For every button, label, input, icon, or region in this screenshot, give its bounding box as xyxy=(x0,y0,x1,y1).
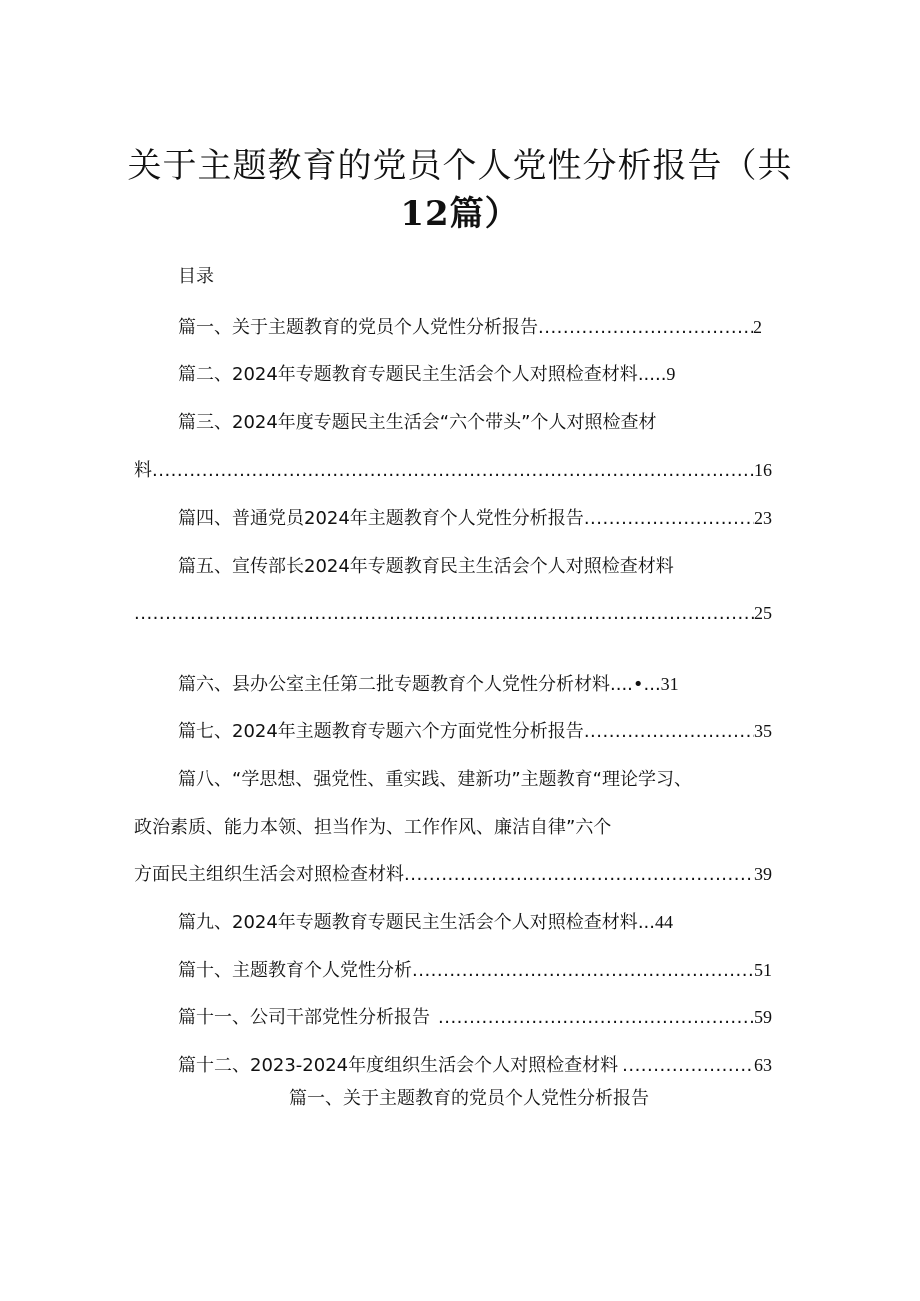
toc-page-number: 59 xyxy=(754,1007,772,1027)
toc-entry-10[interactable] xyxy=(178,956,772,982)
section-heading: 篇一、关于主题教育的党员个人党性分析报告 xyxy=(289,1088,649,1109)
toc-entry-4[interactable] xyxy=(178,504,772,530)
toc-leader-dots xyxy=(412,960,754,981)
toc-page-number: 31 xyxy=(660,674,679,694)
toc-entry-text: 篇十二、2023-2024年度组织生活会个人对照检查材料 xyxy=(178,1055,619,1076)
toc-leader-dots xyxy=(584,508,754,529)
toc-entry-8-line2[interactable]: 政治素质、能力本领、担当作为、工作作风、廉洁自律”六个 xyxy=(134,817,612,838)
toc-entry-8-line3[interactable] xyxy=(134,860,772,886)
toc-entry-text: 篇四、普通党员2024年主题教育个人党性分析报告 xyxy=(178,508,584,529)
toc-entry-12[interactable] xyxy=(178,1051,772,1077)
toc-entry-text: 篇一、关于主题教育的党员个人党性分析报告 xyxy=(178,317,538,338)
toc-leader-dots xyxy=(430,1007,754,1028)
toc-page-number: 39 xyxy=(754,864,772,884)
toc-heading: 目录 xyxy=(178,266,214,287)
toc-leader-dots xyxy=(618,1055,754,1076)
toc-entry-2[interactable] xyxy=(178,360,675,386)
toc-page-number: 23 xyxy=(754,508,772,528)
toc-entry-11[interactable] xyxy=(178,1003,772,1029)
toc-leader-dots xyxy=(404,864,754,885)
toc-entry-text: 方面民主组织生活会对照检查材料 xyxy=(134,864,404,885)
toc-entry-text: 篇二、2024年专题教育专题民主生活会个人对照检查材料 xyxy=(178,364,638,385)
toc-entry-3-line2[interactable] xyxy=(134,456,772,482)
toc-entry-9[interactable] xyxy=(178,908,673,934)
document-title-line1: 关于主题教育的党员个人党性分析报告（共 xyxy=(127,146,793,186)
toc-page-number: 44 xyxy=(654,912,673,932)
toc-entry-text: 篇七、2024年主题教育专题六个方面党性分析报告 xyxy=(178,721,584,742)
toc-page-number: 16 xyxy=(754,460,772,480)
toc-entry-1[interactable] xyxy=(178,313,762,339)
toc-page-number: 25 xyxy=(754,603,772,623)
toc-entry-text: 篇十一、公司干部党性分析报告 xyxy=(178,1007,430,1028)
toc-entry-text: 篇十、主题教育个人党性分析 xyxy=(178,960,412,981)
toc-entry-text: 料 xyxy=(134,460,152,481)
document-title-line2: 12篇） xyxy=(400,194,520,234)
toc-entry-3-line1[interactable]: 篇三、2024年度专题民主生活会“六个带头”个人对照检查材 xyxy=(178,412,657,433)
toc-entry-trail: ... xyxy=(637,912,655,933)
toc-entry-7[interactable] xyxy=(178,717,772,743)
toc-leader-dots xyxy=(584,721,754,742)
toc-entry-6[interactable] xyxy=(178,670,679,696)
toc-page-number: 35 xyxy=(754,721,772,741)
toc-page-number: 9 xyxy=(666,364,676,384)
toc-entry-text: 篇六、县办公室主任第二批专题教育个人党性分析材料 xyxy=(178,674,610,695)
toc-entry-text: 篇九、2024年专题教育专题民主生活会个人对照检查材料 xyxy=(178,912,638,933)
toc-entry-8-line1[interactable]: 篇八、“学思想、强党性、重实践、建新功”主题教育“理论学习、 xyxy=(178,769,692,790)
toc-leader-dots xyxy=(134,603,754,624)
toc-entry-5-line1[interactable]: 篇五、宣传部长2024年专题教育民主生活会个人对照检查材料 xyxy=(178,556,674,577)
toc-entry-trail: ..... xyxy=(637,364,667,385)
toc-leader-dots xyxy=(152,460,754,481)
toc-page-number: 63 xyxy=(754,1055,772,1075)
toc-leader-dots xyxy=(538,317,753,338)
toc-entry-5-line2[interactable] xyxy=(134,603,772,624)
toc-page-number: 51 xyxy=(754,960,772,980)
toc-entry-trail: ....•... xyxy=(610,674,661,695)
toc-page-number: 2 xyxy=(753,317,762,337)
